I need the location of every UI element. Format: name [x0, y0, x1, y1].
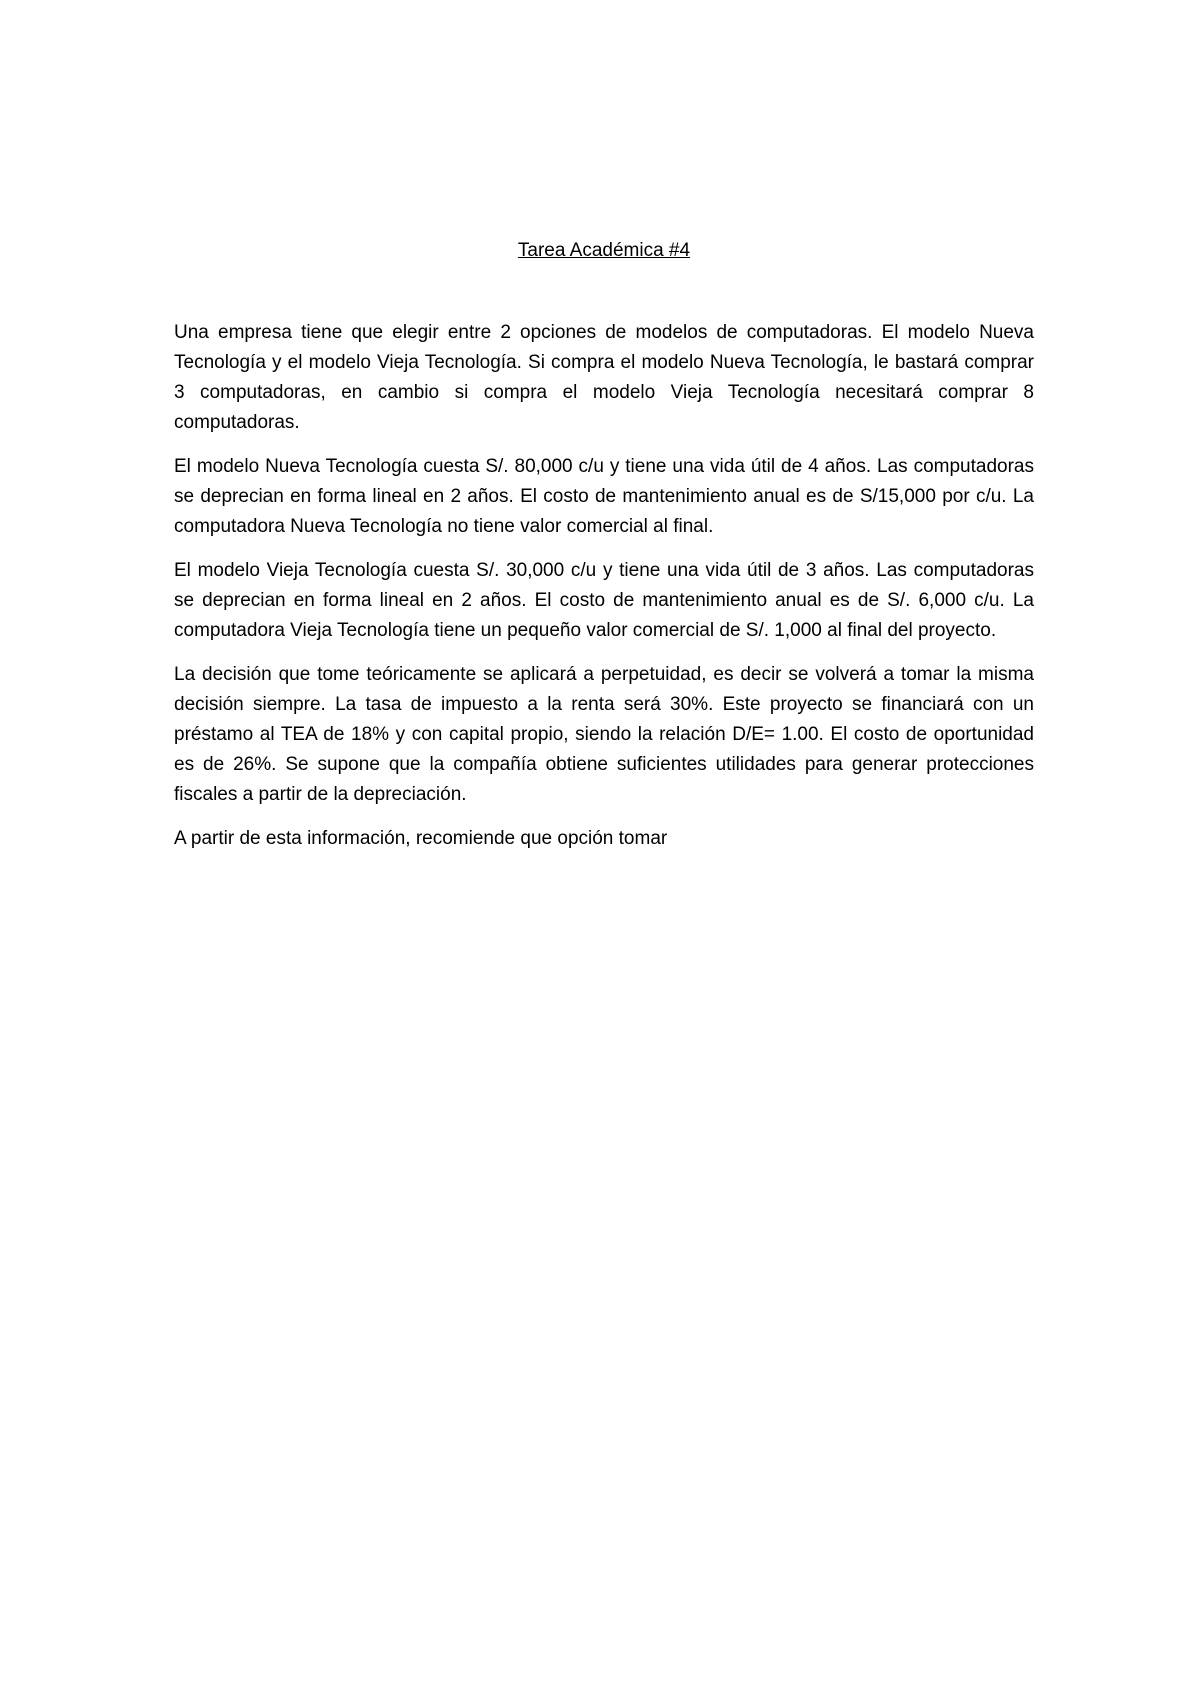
- document-body: [174, 238, 1034, 868]
- document-title: Tarea Académica #4: [517, 240, 691, 261]
- paragraph-new-technology: El modelo Nueva Tecnología cuesta S/. 80,000 c/u y tiene una vida útil de 4 años. Las computadoras se deprecian en forma lineal en 2 años. El costo de mantenimiento anual es de S/15,000 por c/u. La computadora Nueva Tecnología no tiene valor comercial al final.: [174, 456, 1034, 537]
- paragraph-problem-intro: Una empresa tiene que elegir entre 2 opciones de modelos de computadoras. El modelo Nueva Tecnología y el modelo Vieja Tecnología. Si compra el modelo Nueva Tecnología, le bastará comprar 3 computadoras, en cambio si compra el modelo Vieja Tecnología necesitará comprar 8 computadoras.: [174, 322, 1034, 433]
- paragraph-old-technology: El modelo Vieja Tecnología cuesta S/. 30,000 c/u y tiene una vida útil de 3 años. Las computadoras se deprecian en forma lineal en 2 años. El costo de mantenimiento anual es de S/. 6,000 c/u. La computadora Vieja Tecnología tiene un pequeño valor comercial de S/. 1,000 al final del proyecto.: [174, 560, 1034, 641]
- paragraph-question: A partir de esta información, recomiende que opción tomar: [174, 828, 668, 849]
- paragraph-financial-assumptions: La decisión que tome teóricamente se aplicará a perpetuidad, es decir se volverá a tomar la misma decisión siempre. La tasa de impuesto a la renta será 30%. Este proyecto se financiará con un préstamo al TEA de 18% y con capital propio, siendo la relación D/E= 1.00. El costo de oportunidad es de 26%. Se supone que la compañía obtiene suficientes utilidades para generar protecciones fiscales a partir de la depreciación.: [174, 664, 1034, 805]
